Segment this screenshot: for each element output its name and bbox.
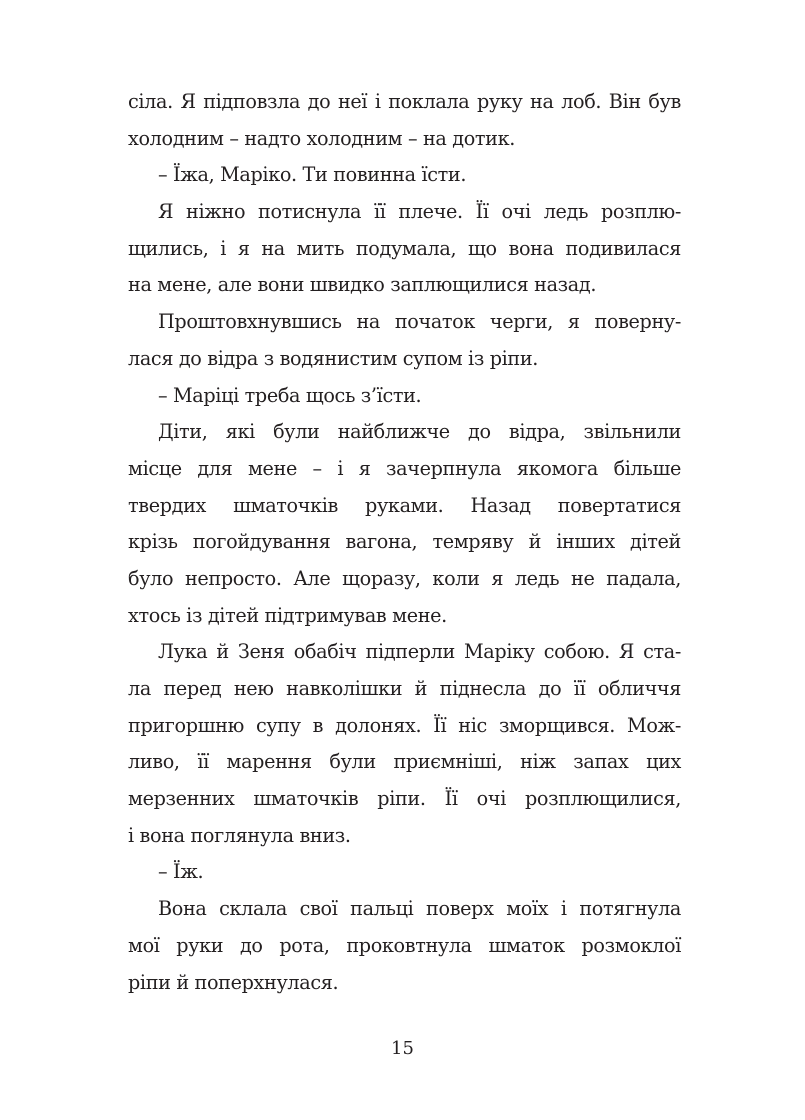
text-line: щились, і я на мить подумала, що вона подивилася [128,236,681,260]
text-line: ливо, її марення були приємніші, ніж запах цих [128,750,681,774]
text-line: – Їж. [158,860,204,884]
text-line: крізь погойдування вагона, темряву й інших дітей [128,530,681,554]
page-number: 15 [391,1038,414,1059]
text-line: місце для мене – і я зачерпнула якомога більше [128,456,681,480]
text-line: холодним – надто холодним – на дотик. [128,126,515,150]
text-line: і вона поглянула вниз. [128,823,351,847]
text-line: Діти, які були найближче до відра, звільнили [158,420,681,444]
text-line: хтось із дітей підтримував мене. [128,603,447,627]
text-line: сіла. Я підповзла до неї і поклала руку на лоб. Він був [128,90,681,113]
text-line: – Їжа, Маріко. Ти повинна їсти. [158,163,467,187]
book-page-body [128,84,681,1001]
text-line: на мене, але вони швидко заплющилися назад. [128,273,597,297]
text-line: пригоршню супу в долонях. Її ніс зморщився. Мож- [128,713,681,737]
text-line: ріпи й поперхнулася. [128,970,339,994]
text-line: Я ніжно потиснула її плече. Її очі ледь розплю- [158,200,681,224]
text-line: Вона склала свої пальці поверх моїх і потягнула [158,897,681,921]
text-line: Проштовхнувшись на початок черги, я поверну- [158,310,681,334]
text-line: – Маріці треба щось з’їсти. [158,383,422,407]
text-line: Лука й Зеня обабіч підперли Маріку собою. Я ста- [158,640,681,664]
text-line: лася до відра з водянистим супом із ріпи. [128,346,539,370]
text-line: мої руки до рота, проковтнула шматок розмоклої [128,933,681,957]
text-line: ла перед нею навколішки й піднесла до її обличчя [128,677,681,700]
text-line: було непросто. Але щоразу, коли я ледь не падала, [128,566,681,590]
text-line: твердих шматочків руками. Назад повертатися [128,493,681,517]
text-line: мерзенних шматочків ріпи. Її очі розплющилися, [128,787,681,811]
